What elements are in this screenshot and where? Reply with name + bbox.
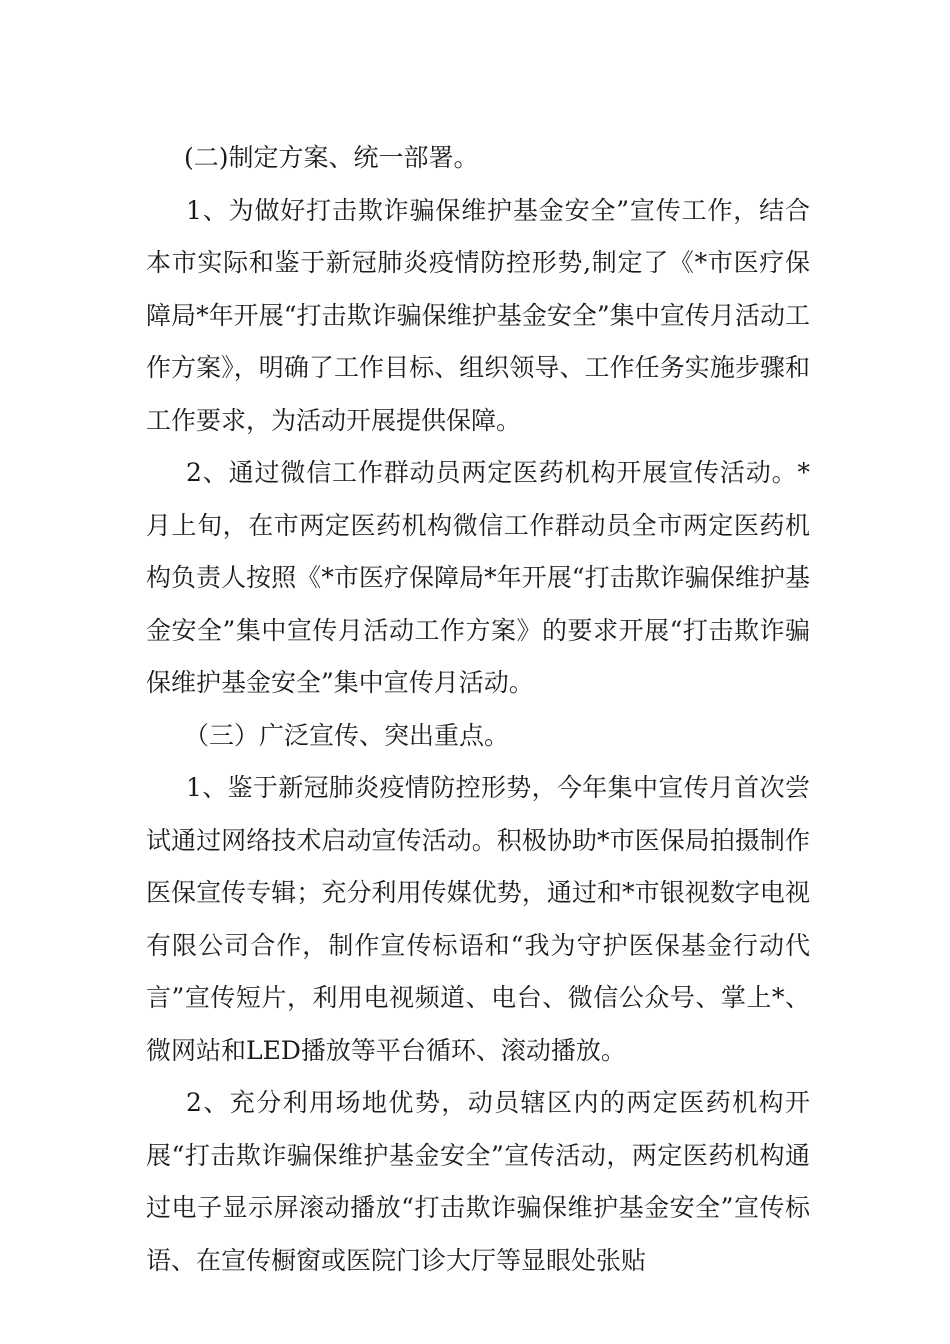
paragraph-3-2: 2、充分利用场地优势，动员辖区内的两定医药机构开展“打击欺诈骗保维护基金安全”宣传活动，两定医药机构通过电子显示屏滚动播放“打击欺诈骗保维护基金安全”宣传标语、在宣传橱窗或医院门诊大厅等显眼处张贴 bbox=[146, 1088, 810, 1275]
document-body bbox=[146, 132, 810, 1287]
paragraph-2-2: 2、通过微信工作群动员两定医药机构开展宣传活动。*月上旬，在市两定医药机构微信工作群动员全市两定医药机构负责人按照《*市医疗保障局*年开展“打击欺诈骗保维护基金安全”集中宣传月活动工作方案》的要求开展“打击欺诈骗保维护基金安全”集中宣传月活动。 bbox=[146, 458, 810, 697]
paragraph-2-1: 1、为做好打击欺诈骗保维护基金安全”宣传工作，结合本市实际和鉴于新冠肺炎疫情防控形势,制定了《*市医疗保障局*年开展“打击欺诈骗保维护基金安全”集中宣传月活动工作方案》，明确了工作目标、组织领导、工作任务实施步骤和工作要求，为活动开展提供保障。 bbox=[146, 195, 810, 435]
section-heading-2: (二)制定方案、统一部署。 bbox=[184, 143, 479, 172]
section-heading-3: （三）广泛宣传、突出重点。 bbox=[184, 720, 510, 750]
paragraph-3-1: 1、鉴于新冠肺炎疫情防控形势，今年集中宣传月首次尝试通过网络技术启动宣传活动。积极协助*市医保局拍摄制作医保宣传专辑；充分利用传媒优势，通过和*市银视数字电视有限公司合作，制作宣传标语和“我为守护医保基金行动代言”宣传短片，利用电视频道、电台、微信公众号、掌上*、微网站和LED播放等平台循环、滚动播放。 bbox=[146, 773, 810, 1065]
